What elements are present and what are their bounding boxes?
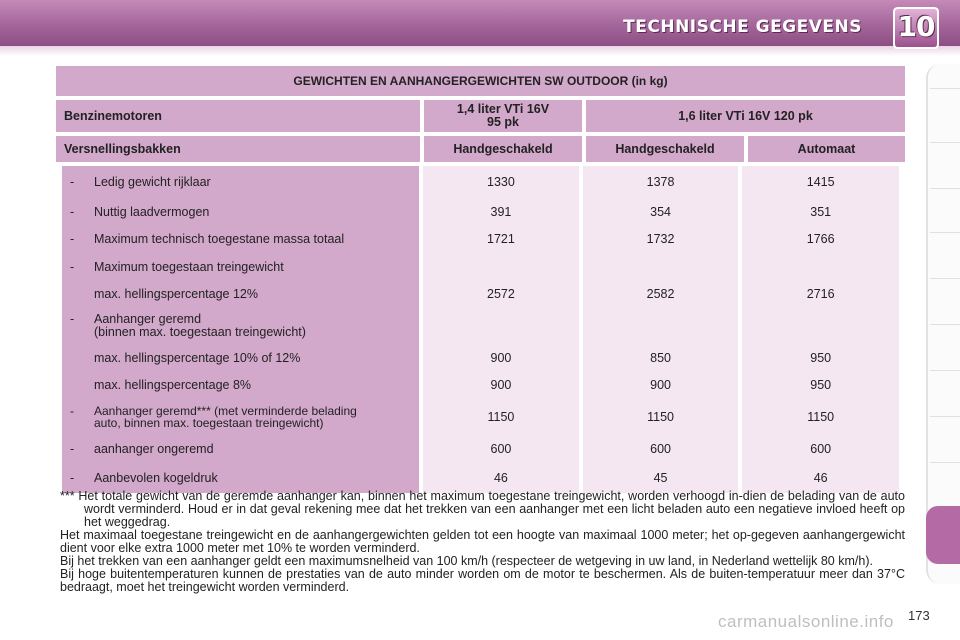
engine-1-header bbox=[420, 100, 582, 132]
table-row bbox=[62, 372, 899, 400]
row-label-hanging: - Aanhanger geremd*** (met verminderde belading auto, binnen max. toegestaan treingewicht) bbox=[70, 403, 357, 430]
table-title: GEWICHTEN EN AANHANGERGEWICHTEN SW OUTDOOR (in kg) bbox=[56, 66, 905, 96]
chapter-tab-active[interactable] bbox=[926, 506, 960, 564]
row-value: 900 bbox=[581, 372, 741, 400]
row-label: - Aanhanger geremd (binnen max. toegestaan treingewicht) bbox=[62, 308, 421, 344]
row-value: 600 bbox=[581, 435, 741, 463]
row-label: - Maximum toegestaan treingewicht bbox=[62, 253, 421, 281]
engine-label: Benzinemotoren bbox=[56, 100, 420, 132]
weights-table bbox=[56, 62, 905, 497]
row-value: 900 bbox=[421, 344, 581, 372]
tab-divider bbox=[930, 370, 960, 371]
table-row bbox=[62, 166, 899, 198]
row-value: 2572 bbox=[421, 281, 581, 309]
row-value: 1150 bbox=[740, 399, 899, 435]
note-speed: Bij het trekken van een aanhanger geldt een maximumsnelheid van 100 km/h (respecteer de wetgeving in uw land, in Nederland wettelijk 80 km/h). bbox=[60, 554, 873, 568]
row-value: 1415 bbox=[740, 166, 899, 198]
row-label: - Nuttig laadvermogen bbox=[62, 198, 421, 226]
row-value: 46 bbox=[421, 463, 581, 493]
table-row bbox=[62, 344, 899, 372]
row-value: 1766 bbox=[740, 226, 899, 254]
tab-divider bbox=[930, 416, 960, 417]
row-label: max. hellingspercentage 12% bbox=[62, 281, 421, 309]
note-temperature: Bij hoge buitentemperaturen kunnen de prestaties van de auto minder worden om de motor te beschermen. Als de buiten-temperatuur meer dan 37°C bedraagt, moet het treingewicht worden verminderd. bbox=[60, 567, 905, 594]
gearbox-header: Handgeschakeld bbox=[420, 136, 582, 162]
row-value: 45 bbox=[581, 463, 741, 493]
row-value bbox=[581, 308, 741, 344]
gearbox-header: Handgeschakeld bbox=[582, 136, 744, 162]
engine-1-line2: 95 pk bbox=[487, 115, 519, 129]
table-title-row bbox=[56, 66, 905, 96]
data-body bbox=[62, 166, 899, 493]
engine-1-line1: 1,4 liter VTi 16V bbox=[456, 102, 550, 116]
tab-divider bbox=[930, 324, 960, 325]
row-value bbox=[421, 308, 581, 344]
row-label: - Aanbevolen kogeldruk bbox=[62, 463, 421, 493]
table-row bbox=[62, 253, 899, 281]
page-number: 173 bbox=[908, 608, 930, 623]
footnotes bbox=[60, 490, 905, 594]
row-value: 600 bbox=[421, 435, 581, 463]
footnote-asterisk: *** Het totale gewicht van de geremde aanhanger kan, binnen het maximum toegestane treingewicht, worden verhoogd in-dien de belading van de auto wordt verminderd. Houd er in dat geval rekening mee dat het trekken van een aanhanger met een licht beladen auto een negatieve invloed heeft op het weggedrag. bbox=[60, 489, 905, 529]
row-value: 1150 bbox=[421, 399, 581, 435]
row-value: 850 bbox=[581, 344, 741, 372]
row-label: max. hellingspercentage 10% of 12% bbox=[62, 344, 421, 372]
table-row bbox=[62, 308, 899, 344]
note-altitude: Het maximaal toegestane treingewicht en de aanhangergewichten gelden tot een hoogte van maximaal 1000 meter; het op-gegeven aanhangergewicht dient voor elke extra 1000 meter met 10% te worden verminderd. bbox=[60, 528, 905, 555]
row-value: 391 bbox=[421, 198, 581, 226]
tab-divider bbox=[930, 462, 960, 463]
watermark: carmanualsonline.info bbox=[718, 612, 894, 631]
row-value bbox=[740, 308, 899, 344]
table-row bbox=[62, 399, 899, 435]
table-row bbox=[62, 198, 899, 226]
table-row bbox=[62, 463, 899, 493]
row-value: 950 bbox=[740, 344, 899, 372]
row-value: 46 bbox=[740, 463, 899, 493]
tab-divider bbox=[930, 142, 960, 143]
header-fade bbox=[0, 46, 960, 56]
row-value: 600 bbox=[740, 435, 899, 463]
row-value: 1330 bbox=[421, 166, 581, 198]
tab-divider bbox=[930, 278, 960, 279]
tab-divider bbox=[930, 88, 960, 89]
table-row bbox=[62, 435, 899, 463]
row-value: 950 bbox=[740, 372, 899, 400]
row-value: 351 bbox=[740, 198, 899, 226]
table-row bbox=[62, 281, 899, 309]
gearbox-label: Versnellingsbakken bbox=[56, 136, 420, 162]
row-value bbox=[581, 253, 741, 281]
row-value bbox=[421, 253, 581, 281]
row-label: - aanhanger ongeremd bbox=[62, 435, 421, 463]
row-value: 2716 bbox=[740, 281, 899, 309]
row-value: 1721 bbox=[421, 226, 581, 254]
tab-divider bbox=[930, 232, 960, 233]
row-label: max. hellingspercentage 8% bbox=[62, 372, 421, 400]
page-title: TECHNISCHE GEGEVENS bbox=[623, 17, 862, 37]
row-label: - Maximum technisch toegestane massa totaal bbox=[62, 226, 421, 254]
row-label-lines: Aanhanger geremd*** (met verminderde belading auto, binnen max. toegestaan treingewicht) bbox=[94, 403, 357, 430]
row-value: 354 bbox=[581, 198, 741, 226]
row-value bbox=[740, 253, 899, 281]
engine-2-header: 1,6 liter VTi 16V 120 pk bbox=[582, 100, 905, 132]
row-value: 900 bbox=[421, 372, 581, 400]
table-row bbox=[62, 226, 899, 254]
gearbox-header: Automaat bbox=[744, 136, 905, 162]
row-value: 2582 bbox=[581, 281, 741, 309]
gearbox-row bbox=[56, 136, 905, 162]
row-label: - Ledig gewicht rijklaar bbox=[62, 166, 421, 198]
tab-divider bbox=[930, 188, 960, 189]
engine-row bbox=[56, 100, 905, 132]
row-value: 1150 bbox=[581, 399, 741, 435]
row-value: 1732 bbox=[581, 226, 741, 254]
chapter-number: 10 bbox=[897, 10, 935, 43]
row-value: 1378 bbox=[581, 166, 741, 198]
row-label bbox=[62, 399, 421, 435]
data-block bbox=[56, 166, 905, 493]
